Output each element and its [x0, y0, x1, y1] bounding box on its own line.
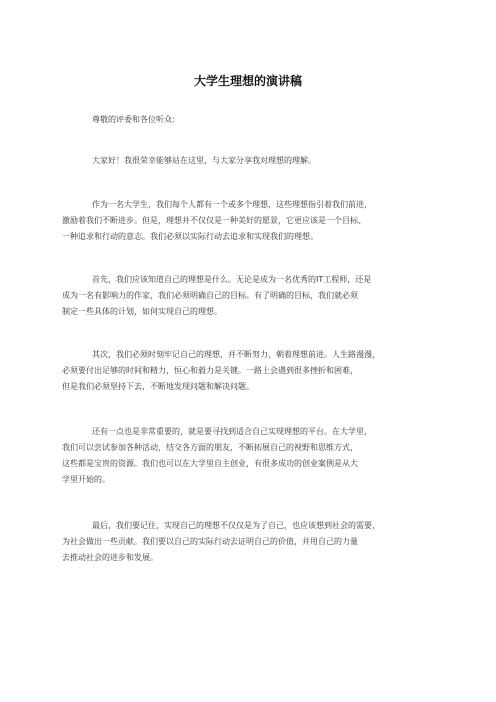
- paragraph-1: [62, 153, 442, 169]
- paragraph-line: 最后，我们要记住，实现自己的理想不仅仅是为了自己，也应该想到社会的需要，: [92, 521, 380, 530]
- paragraph-line: 制定一些具体的计划，如何实现自己的理想。: [62, 307, 222, 316]
- paragraph-4: [62, 347, 442, 395]
- greeting-line: 尊敬的评委和各位听众：: [92, 115, 180, 124]
- paragraph-6: [62, 518, 442, 566]
- greeting: [62, 112, 442, 128]
- paragraph-3: [62, 272, 442, 320]
- paragraph-line: 激励着我们不断进步。但是，理想并不仅仅是一种美好的愿景，它更应该是一个目标、: [62, 216, 366, 225]
- paragraph-2: [62, 197, 442, 245]
- paragraph-line: 其次，我们必须时刻牢记自己的理想，并不断努力，朝着理想前进。人生路漫漫，: [92, 350, 380, 359]
- paragraph-line: 我们可以尝试参加各种活动，结交各方面的朋友，不断拓展自己的视野和思维方式，: [62, 443, 358, 452]
- paragraph-line: 成为一名有影响力的作家，我们必须明确自己的目标。有了明确的目标，我们就必须: [62, 291, 358, 300]
- paragraph-5: [62, 424, 442, 488]
- paragraph-line: 必须要付出足够的时间和精力，恒心和毅力是关键。一路上会遇到很多挫折和困难，: [62, 366, 358, 375]
- paragraph-line: 作为一名大学生，我们每个人都有一个或多个理想，这些理想指引着我们前进，: [92, 200, 372, 209]
- document-title: 大学生理想的演讲稿: [193, 74, 302, 88]
- paragraph-line: 去推动社会的进步和发展。: [62, 553, 158, 562]
- paragraph-line: 一种追求和行动的意志。我们必须以实际行动去追求和实现我们的理想。: [62, 232, 318, 241]
- paragraph-line: 首先，我们应该知道自己的理想是什么。无论是成为一名优秀的IT工程师，还是: [92, 275, 372, 284]
- paragraph-line: 学里开始的。: [62, 475, 110, 484]
- paragraph-line: 大家好！我很荣幸能够站在这里，与大家分享我对理想的理解。: [92, 156, 316, 165]
- paragraph-line: 还有一点也是非常重要的，就是要寻找到适合自己实现理想的平台。在大学里，: [92, 427, 372, 436]
- paragraph-line: 为社会做出一些贡献。我们要以自己的实际行动去证明自己的价值，并用自己的力量: [62, 537, 358, 546]
- paragraph-line: 这些都是宝贵的资源。我们也可以在大学里自主创业，有很多成功的创业案例是从大: [62, 459, 358, 468]
- paragraph-line: 但是我们必须坚持下去，不断地发现问题和解决问题。: [62, 382, 254, 391]
